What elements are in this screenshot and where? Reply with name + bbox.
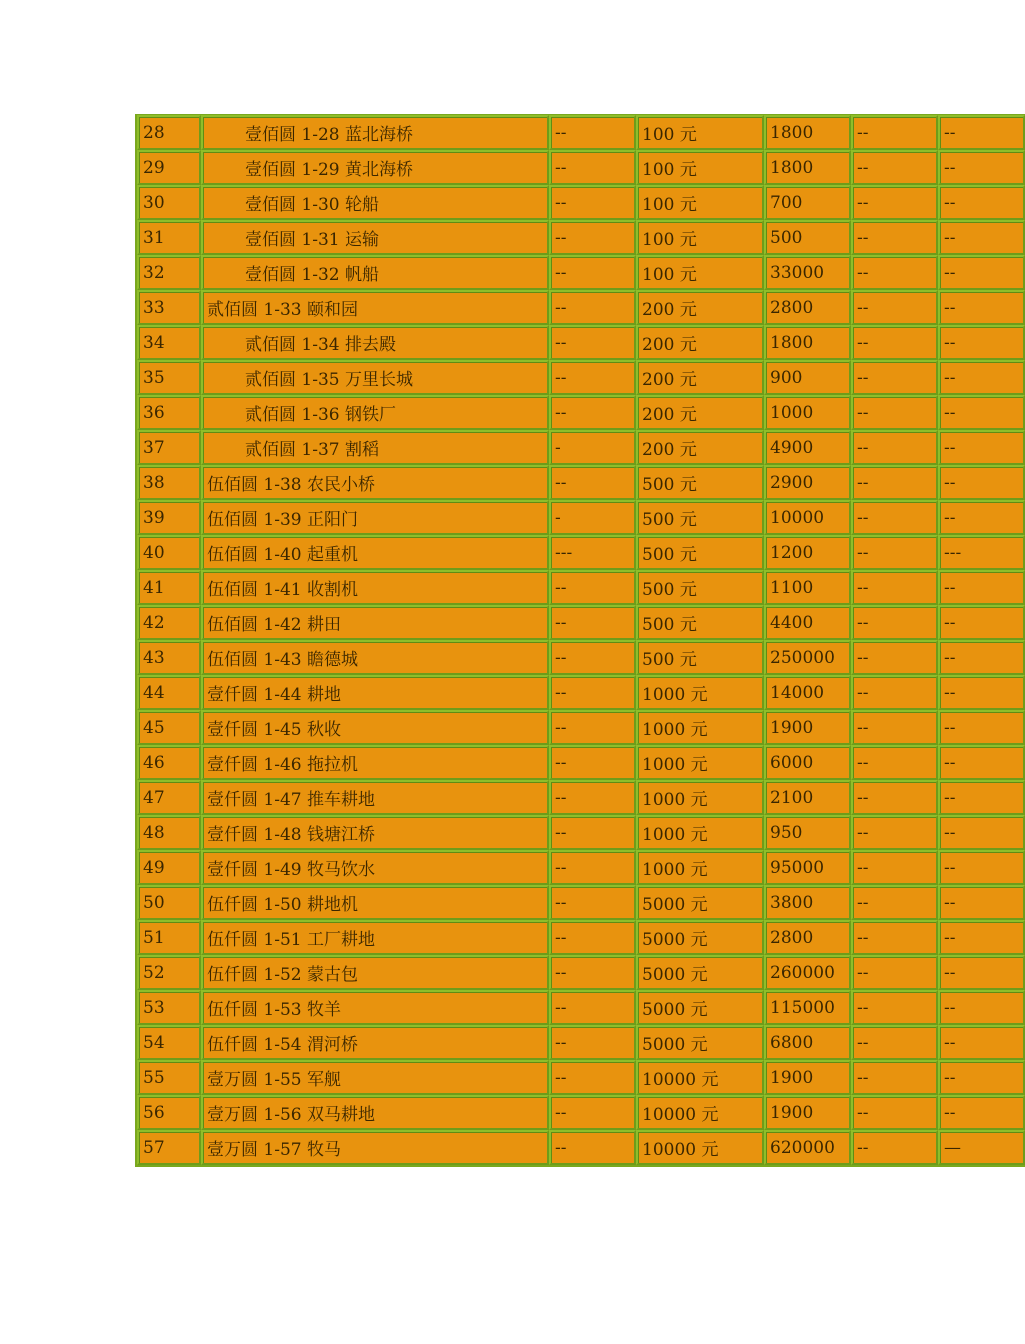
face-value-cell: 5000 元	[636, 920, 764, 955]
row-number-cell: 44	[137, 675, 201, 710]
banknote-name-cell: 壹仟圆 1-48 钱塘江桥	[201, 815, 549, 850]
column-6-cell: --	[851, 955, 938, 990]
quantity-cell: 3800	[764, 885, 851, 920]
column-6-cell: --	[851, 815, 938, 850]
row-number-cell: 37	[137, 430, 201, 465]
row-number-cell: 38	[137, 465, 201, 500]
table-row	[137, 605, 1025, 640]
quantity-cell: 1800	[764, 325, 851, 360]
row-number-cell: 51	[137, 920, 201, 955]
banknote-name-cell: 伍仟圆 1-51 工厂耕地	[201, 920, 549, 955]
table-row	[137, 710, 1025, 745]
column-6-cell: --	[851, 360, 938, 395]
quantity-cell: 95000	[764, 850, 851, 885]
quantity-cell: 500	[764, 220, 851, 255]
table-row	[137, 640, 1025, 675]
banknote-name-cell: 壹仟圆 1-49 牧马饮水	[201, 850, 549, 885]
quantity-cell: 1800	[764, 150, 851, 185]
column-3-cell: --	[549, 290, 636, 325]
face-value-cell: 5000 元	[636, 990, 764, 1025]
column-6-cell: --	[851, 500, 938, 535]
face-value-cell: 100 元	[636, 115, 764, 150]
column-6-cell: --	[851, 675, 938, 710]
row-number-cell: 54	[137, 1025, 201, 1060]
table-row	[137, 395, 1025, 430]
table-row	[137, 360, 1025, 395]
quantity-cell: 6800	[764, 1025, 851, 1060]
table-row	[137, 325, 1025, 360]
table-row	[137, 465, 1025, 500]
banknote-name-cell: 壹佰圆 1-29 黄北海桥	[201, 150, 549, 185]
column-3-cell: --	[549, 255, 636, 290]
quantity-cell: 6000	[764, 745, 851, 780]
quantity-cell: 250000	[764, 640, 851, 675]
banknote-name-cell: 壹佰圆 1-32 帆船	[201, 255, 549, 290]
banknote-name-cell: 伍佰圆 1-42 耕田	[201, 605, 549, 640]
banknote-catalog-table	[135, 114, 1025, 1167]
banknote-name-cell: 伍仟圆 1-52 蒙古包	[201, 955, 549, 990]
banknote-name-cell: 伍佰圆 1-40 起重机	[201, 535, 549, 570]
column-7-cell: --	[938, 990, 1025, 1025]
quantity-cell: 260000	[764, 955, 851, 990]
face-value-cell: 200 元	[636, 395, 764, 430]
row-number-cell: 50	[137, 885, 201, 920]
face-value-cell: 500 元	[636, 605, 764, 640]
quantity-cell: 1100	[764, 570, 851, 605]
quantity-cell: 900	[764, 360, 851, 395]
column-3-cell: --	[549, 920, 636, 955]
table-row	[137, 745, 1025, 780]
quantity-cell: 1900	[764, 1095, 851, 1130]
quantity-cell: 620000	[764, 1130, 851, 1165]
banknote-name-cell: 壹佰圆 1-31 运输	[201, 220, 549, 255]
column-7-cell: --	[938, 850, 1025, 885]
column-6-cell: --	[851, 780, 938, 815]
column-6-cell: --	[851, 115, 938, 150]
face-value-cell: 1000 元	[636, 675, 764, 710]
column-3-cell: --	[549, 1095, 636, 1130]
column-3-cell: --	[549, 465, 636, 500]
column-7-cell: --	[938, 920, 1025, 955]
column-3-cell: --	[549, 325, 636, 360]
column-3-cell: ---	[549, 535, 636, 570]
table-row	[137, 535, 1025, 570]
row-number-cell: 49	[137, 850, 201, 885]
quantity-cell: 10000	[764, 500, 851, 535]
column-6-cell: --	[851, 745, 938, 780]
column-3-cell: --	[549, 780, 636, 815]
column-3-cell: -	[549, 430, 636, 465]
face-value-cell: 200 元	[636, 290, 764, 325]
column-7-cell: --	[938, 1095, 1025, 1130]
column-6-cell: --	[851, 185, 938, 220]
column-6-cell: --	[851, 640, 938, 675]
banknote-name-cell: 壹仟圆 1-46 拖拉机	[201, 745, 549, 780]
table-row	[137, 815, 1025, 850]
quantity-cell: 2800	[764, 290, 851, 325]
row-number-cell: 35	[137, 360, 201, 395]
row-number-cell: 47	[137, 780, 201, 815]
quantity-cell: 1200	[764, 535, 851, 570]
column-7-cell: --	[938, 605, 1025, 640]
face-value-cell: 100 元	[636, 185, 764, 220]
column-7-cell: --	[938, 465, 1025, 500]
column-6-cell: --	[851, 710, 938, 745]
table-row	[137, 185, 1025, 220]
row-number-cell: 55	[137, 1060, 201, 1095]
column-7-cell: --	[938, 115, 1025, 150]
column-6-cell: --	[851, 290, 938, 325]
quantity-cell: 33000	[764, 255, 851, 290]
column-7-cell: --	[938, 500, 1025, 535]
table-row	[137, 150, 1025, 185]
column-6-cell: --	[851, 395, 938, 430]
face-value-cell: 500 元	[636, 500, 764, 535]
column-6-cell: --	[851, 220, 938, 255]
row-number-cell: 31	[137, 220, 201, 255]
quantity-cell: 1000	[764, 395, 851, 430]
quantity-cell: 2900	[764, 465, 851, 500]
banknote-name-cell: 壹仟圆 1-44 耕地	[201, 675, 549, 710]
column-7-cell: --	[938, 1025, 1025, 1060]
quantity-cell: 4900	[764, 430, 851, 465]
column-6-cell: --	[851, 1025, 938, 1060]
column-3-cell: --	[549, 395, 636, 430]
column-7-cell: --	[938, 220, 1025, 255]
quantity-cell: 14000	[764, 675, 851, 710]
banknote-name-cell: 贰佰圆 1-37 割稻	[201, 430, 549, 465]
column-3-cell: --	[549, 710, 636, 745]
face-value-cell: 1000 元	[636, 745, 764, 780]
column-3-cell: --	[549, 675, 636, 710]
row-number-cell: 43	[137, 640, 201, 675]
row-number-cell: 34	[137, 325, 201, 360]
column-3-cell: --	[549, 220, 636, 255]
column-6-cell: --	[851, 920, 938, 955]
row-number-cell: 41	[137, 570, 201, 605]
table-row	[137, 290, 1025, 325]
table-row	[137, 780, 1025, 815]
column-3-cell: --	[549, 150, 636, 185]
row-number-cell: 53	[137, 990, 201, 1025]
catalog-table-wrap	[135, 114, 962, 1167]
column-7-cell: --	[938, 955, 1025, 990]
column-6-cell: --	[851, 535, 938, 570]
table-row	[137, 990, 1025, 1025]
column-3-cell: --	[549, 885, 636, 920]
table-row	[137, 885, 1025, 920]
table-row	[137, 500, 1025, 535]
column-6-cell: --	[851, 150, 938, 185]
column-3-cell: --	[549, 570, 636, 605]
table-row	[137, 955, 1025, 990]
face-value-cell: 100 元	[636, 150, 764, 185]
banknote-name-cell: 贰佰圆 1-34 排去殿	[201, 325, 549, 360]
row-number-cell: 48	[137, 815, 201, 850]
column-7-cell: --	[938, 360, 1025, 395]
column-3-cell: --	[549, 1130, 636, 1165]
quantity-cell: 1800	[764, 115, 851, 150]
row-number-cell: 29	[137, 150, 201, 185]
column-3-cell: --	[549, 815, 636, 850]
quantity-cell: 115000	[764, 990, 851, 1025]
column-7-cell: —	[938, 1130, 1025, 1165]
column-3-cell: --	[549, 640, 636, 675]
face-value-cell: 1000 元	[636, 815, 764, 850]
table-row	[137, 115, 1025, 150]
table-row	[137, 675, 1025, 710]
face-value-cell: 500 元	[636, 535, 764, 570]
column-7-cell: --	[938, 675, 1025, 710]
face-value-cell: 200 元	[636, 430, 764, 465]
row-number-cell: 45	[137, 710, 201, 745]
banknote-name-cell: 壹万圆 1-55 军舰	[201, 1060, 549, 1095]
face-value-cell: 10000 元	[636, 1060, 764, 1095]
quantity-cell: 2800	[764, 920, 851, 955]
banknote-name-cell: 壹仟圆 1-47 推车耕地	[201, 780, 549, 815]
face-value-cell: 100 元	[636, 255, 764, 290]
banknote-name-cell: 伍佰圆 1-38 农民小桥	[201, 465, 549, 500]
column-6-cell: --	[851, 465, 938, 500]
banknote-name-cell: 伍仟圆 1-50 耕地机	[201, 885, 549, 920]
banknote-name-cell: 伍佰圆 1-39 正阳门	[201, 500, 549, 535]
row-number-cell: 30	[137, 185, 201, 220]
face-value-cell: 200 元	[636, 360, 764, 395]
face-value-cell: 500 元	[636, 640, 764, 675]
banknote-name-cell: 壹万圆 1-56 双马耕地	[201, 1095, 549, 1130]
row-number-cell: 56	[137, 1095, 201, 1130]
column-3-cell: -	[549, 500, 636, 535]
table-row	[137, 850, 1025, 885]
column-6-cell: --	[851, 1060, 938, 1095]
face-value-cell: 5000 元	[636, 1025, 764, 1060]
column-3-cell: --	[549, 1025, 636, 1060]
column-7-cell: --	[938, 185, 1025, 220]
column-6-cell: --	[851, 850, 938, 885]
column-3-cell: --	[549, 605, 636, 640]
banknote-name-cell: 伍仟圆 1-54 渭河桥	[201, 1025, 549, 1060]
quantity-cell: 1900	[764, 1060, 851, 1095]
column-6-cell: --	[851, 430, 938, 465]
row-number-cell: 28	[137, 115, 201, 150]
column-6-cell: --	[851, 885, 938, 920]
row-number-cell: 32	[137, 255, 201, 290]
table-row	[137, 920, 1025, 955]
face-value-cell: 100 元	[636, 220, 764, 255]
banknote-name-cell: 伍佰圆 1-43 瞻德城	[201, 640, 549, 675]
column-7-cell: --	[938, 885, 1025, 920]
column-6-cell: --	[851, 1130, 938, 1165]
column-7-cell: --	[938, 640, 1025, 675]
quantity-cell: 700	[764, 185, 851, 220]
column-6-cell: --	[851, 990, 938, 1025]
banknote-name-cell: 贰佰圆 1-36 钢铁厂	[201, 395, 549, 430]
column-6-cell: --	[851, 325, 938, 360]
row-number-cell: 33	[137, 290, 201, 325]
column-3-cell: --	[549, 850, 636, 885]
row-number-cell: 42	[137, 605, 201, 640]
banknote-name-cell: 贰佰圆 1-35 万里长城	[201, 360, 549, 395]
column-6-cell: --	[851, 605, 938, 640]
column-3-cell: --	[549, 955, 636, 990]
row-number-cell: 39	[137, 500, 201, 535]
banknote-name-cell: 壹仟圆 1-45 秋收	[201, 710, 549, 745]
column-7-cell: --	[938, 570, 1025, 605]
column-6-cell: --	[851, 570, 938, 605]
column-7-cell: --	[938, 150, 1025, 185]
row-number-cell: 40	[137, 535, 201, 570]
banknote-name-cell: 壹佰圆 1-30 轮船	[201, 185, 549, 220]
column-7-cell: --	[938, 325, 1025, 360]
banknote-name-cell: 贰佰圆 1-33 颐和园	[201, 290, 549, 325]
banknote-name-cell: 壹佰圆 1-28 蓝北海桥	[201, 115, 549, 150]
face-value-cell: 1000 元	[636, 850, 764, 885]
column-7-cell: --	[938, 780, 1025, 815]
face-value-cell: 500 元	[636, 465, 764, 500]
column-3-cell: --	[549, 1060, 636, 1095]
table-row	[137, 570, 1025, 605]
table-row	[137, 255, 1025, 290]
quantity-cell: 1900	[764, 710, 851, 745]
column-7-cell: --	[938, 1060, 1025, 1095]
column-3-cell: --	[549, 360, 636, 395]
table-row	[137, 1060, 1025, 1095]
row-number-cell: 46	[137, 745, 201, 780]
column-7-cell: --	[938, 430, 1025, 465]
row-number-cell: 36	[137, 395, 201, 430]
quantity-cell: 4400	[764, 605, 851, 640]
face-value-cell: 10000 元	[636, 1095, 764, 1130]
column-3-cell: --	[549, 185, 636, 220]
banknote-name-cell: 伍佰圆 1-41 收割机	[201, 570, 549, 605]
face-value-cell: 200 元	[636, 325, 764, 360]
table-row	[137, 1025, 1025, 1060]
face-value-cell: 10000 元	[636, 1130, 764, 1165]
table-row	[137, 1130, 1025, 1165]
face-value-cell: 5000 元	[636, 955, 764, 990]
face-value-cell: 1000 元	[636, 710, 764, 745]
column-7-cell: --	[938, 710, 1025, 745]
column-3-cell: --	[549, 115, 636, 150]
quantity-cell: 950	[764, 815, 851, 850]
banknote-name-cell: 伍仟圆 1-53 牧羊	[201, 990, 549, 1025]
column-6-cell: --	[851, 255, 938, 290]
table-row	[137, 220, 1025, 255]
face-value-cell: 5000 元	[636, 885, 764, 920]
catalog-table-body	[137, 115, 1025, 1165]
quantity-cell: 2100	[764, 780, 851, 815]
column-6-cell: --	[851, 1095, 938, 1130]
column-3-cell: --	[549, 745, 636, 780]
face-value-cell: 1000 元	[636, 780, 764, 815]
row-number-cell: 57	[137, 1130, 201, 1165]
table-row	[137, 1095, 1025, 1130]
column-7-cell: --	[938, 255, 1025, 290]
banknote-name-cell: 壹万圆 1-57 牧马	[201, 1130, 549, 1165]
column-7-cell: --	[938, 745, 1025, 780]
column-3-cell: --	[549, 990, 636, 1025]
face-value-cell: 500 元	[636, 570, 764, 605]
column-7-cell: --	[938, 290, 1025, 325]
column-7-cell: ---	[938, 535, 1025, 570]
column-7-cell: --	[938, 815, 1025, 850]
table-row	[137, 430, 1025, 465]
row-number-cell: 52	[137, 955, 201, 990]
column-7-cell: --	[938, 395, 1025, 430]
